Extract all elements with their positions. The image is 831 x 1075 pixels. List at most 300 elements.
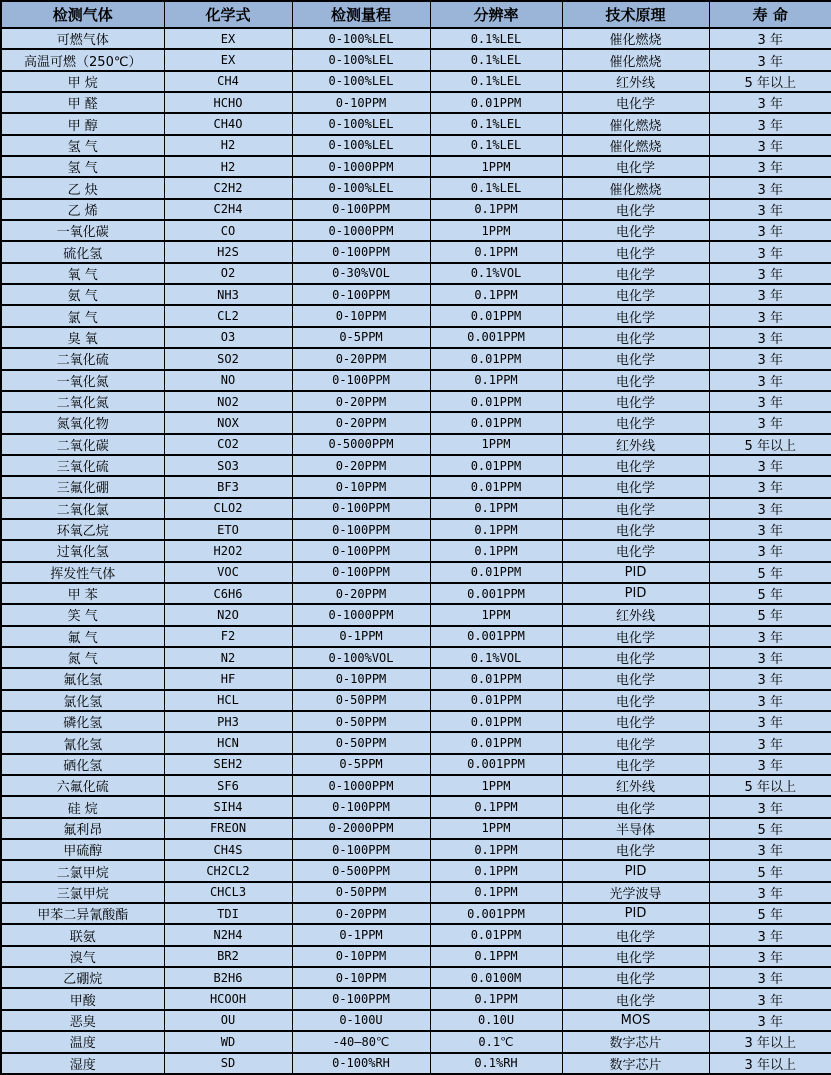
cell-principle: 电化学 [562, 412, 709, 433]
table-row [1, 1031, 831, 1052]
cell-gas: 氯化氢 [1, 690, 164, 711]
column-header-resolution: 分辨率 [430, 1, 562, 28]
cell-gas: 温度 [1, 1031, 164, 1052]
cell-life: 3 年 [709, 647, 831, 668]
cell-gas: 笑 气 [1, 604, 164, 625]
cell-life: 5 年 [709, 583, 831, 604]
cell-range: 0-500PPM [292, 860, 430, 881]
cell-formula: CO [164, 220, 292, 241]
cell-resolution: 0.01PPM [430, 391, 562, 412]
cell-formula: O3 [164, 327, 292, 348]
cell-range: 0-10PPM [292, 967, 430, 988]
table-row [1, 604, 831, 625]
cell-gas: 乙 烯 [1, 199, 164, 220]
cell-gas: 氧 气 [1, 263, 164, 284]
cell-gas: 过氧化氢 [1, 540, 164, 561]
cell-gas: 甲 烷 [1, 71, 164, 92]
cell-formula: C2H4 [164, 199, 292, 220]
cell-resolution: 0.01PPM [430, 348, 562, 369]
table-row [1, 28, 831, 49]
cell-formula: HCOOH [164, 988, 292, 1009]
cell-range: 0-1000PPM [292, 775, 430, 796]
cell-principle: 电化学 [562, 519, 709, 540]
cell-life: 3 年 [709, 49, 831, 70]
table-row [1, 92, 831, 113]
cell-life: 3 年 [709, 626, 831, 647]
cell-gas: 二氧化碳 [1, 434, 164, 455]
cell-gas: 氮 气 [1, 647, 164, 668]
cell-range: 0-10PPM [292, 946, 430, 967]
cell-formula: SF6 [164, 775, 292, 796]
cell-formula: H2 [164, 156, 292, 177]
table-row [1, 519, 831, 540]
table-row [1, 1053, 831, 1075]
cell-formula: HCL [164, 690, 292, 711]
table-row [1, 370, 831, 391]
cell-range: 0-5PPM [292, 754, 430, 775]
cell-principle: 电化学 [562, 263, 709, 284]
cell-range: 0-20PPM [292, 583, 430, 604]
cell-principle: 数字芯片 [562, 1053, 709, 1075]
cell-gas: 甲苯二异氰酸酯 [1, 903, 164, 924]
cell-range: 0-100%LEL [292, 71, 430, 92]
cell-principle: 数字芯片 [562, 1031, 709, 1052]
table-row [1, 711, 831, 732]
cell-principle: 红外线 [562, 71, 709, 92]
column-header-lifespan: 寿 命 [709, 1, 831, 28]
cell-gas: 氟化氢 [1, 668, 164, 689]
table-row [1, 177, 831, 198]
cell-resolution: 0.1%VOL [430, 263, 562, 284]
cell-formula: CH4O [164, 113, 292, 134]
table-row [1, 1010, 831, 1031]
cell-range: 0-30%VOL [292, 263, 430, 284]
cell-principle: 红外线 [562, 604, 709, 625]
cell-range: 0-100%LEL [292, 28, 430, 49]
cell-formula: HF [164, 668, 292, 689]
table-row [1, 668, 831, 689]
cell-life: 3 年 [709, 540, 831, 561]
cell-range: 0-20PPM [292, 455, 430, 476]
cell-formula: EX [164, 49, 292, 70]
cell-life: 3 年 [709, 412, 831, 433]
cell-gas: 甲 醇 [1, 113, 164, 134]
cell-resolution: 0.01PPM [430, 305, 562, 326]
cell-resolution: 0.01PPM [430, 476, 562, 497]
table-row [1, 199, 831, 220]
cell-gas: 三氧化硫 [1, 455, 164, 476]
cell-formula: H2S [164, 241, 292, 262]
cell-principle: 电化学 [562, 348, 709, 369]
cell-life: 3 年 [709, 946, 831, 967]
cell-gas: 一氧化氮 [1, 370, 164, 391]
table-row [1, 796, 831, 817]
cell-principle: MOS [562, 1010, 709, 1031]
cell-principle: 红外线 [562, 434, 709, 455]
cell-range: 0-1000PPM [292, 604, 430, 625]
cell-gas: 甲酸 [1, 988, 164, 1009]
cell-principle: 电化学 [562, 690, 709, 711]
cell-resolution: 0.1PPM [430, 839, 562, 860]
cell-gas: 氯 气 [1, 305, 164, 326]
cell-gas: 乙硼烷 [1, 967, 164, 988]
cell-principle: PID [562, 562, 709, 583]
table-row [1, 647, 831, 668]
table-row [1, 839, 831, 860]
cell-principle: 电化学 [562, 476, 709, 497]
cell-life: 3 年 [709, 711, 831, 732]
cell-gas: 磷化氢 [1, 711, 164, 732]
cell-resolution: 0.1PPM [430, 284, 562, 305]
table-row [1, 690, 831, 711]
cell-range: 0-20PPM [292, 391, 430, 412]
cell-formula: TDI [164, 903, 292, 924]
cell-gas: 臭 氧 [1, 327, 164, 348]
cell-gas: 氰化氢 [1, 732, 164, 753]
cell-range: 0-100PPM [292, 839, 430, 860]
cell-principle: 电化学 [562, 924, 709, 945]
cell-resolution: 0.1%LEL [430, 113, 562, 134]
cell-resolution: 0.1%VOL [430, 647, 562, 668]
cell-range: 0-100%LEL [292, 49, 430, 70]
cell-resolution: 0.1PPM [430, 796, 562, 817]
cell-formula: F2 [164, 626, 292, 647]
cell-resolution: 0.01PPM [430, 711, 562, 732]
cell-principle: 电化学 [562, 754, 709, 775]
cell-life: 3 年 [709, 241, 831, 262]
cell-formula: NO [164, 370, 292, 391]
cell-life: 5 年 [709, 604, 831, 625]
cell-life: 5 年以上 [709, 71, 831, 92]
cell-formula: CL2 [164, 305, 292, 326]
cell-formula: NO2 [164, 391, 292, 412]
cell-formula: CHCL3 [164, 882, 292, 903]
cell-range: 0-100PPM [292, 284, 430, 305]
table-row [1, 732, 831, 753]
cell-principle: 半导体 [562, 818, 709, 839]
cell-range: 0-100PPM [292, 241, 430, 262]
table-row [1, 946, 831, 967]
cell-life: 3 年 [709, 839, 831, 860]
cell-life: 5 年 [709, 903, 831, 924]
cell-formula: SD [164, 1053, 292, 1075]
cell-resolution: 0.1%RH [430, 1053, 562, 1075]
cell-formula: CLO2 [164, 498, 292, 519]
cell-range: 0-100PPM [292, 562, 430, 583]
cell-life: 3 年 [709, 476, 831, 497]
cell-principle: 催化燃烧 [562, 28, 709, 49]
cell-formula: BR2 [164, 946, 292, 967]
header-row [1, 1, 831, 28]
cell-gas: 一氧化碳 [1, 220, 164, 241]
cell-principle: 电化学 [562, 647, 709, 668]
cell-formula: H2 [164, 135, 292, 156]
cell-gas: 甲硫醇 [1, 839, 164, 860]
table-row [1, 49, 831, 70]
cell-gas: 氢 气 [1, 156, 164, 177]
table-row [1, 988, 831, 1009]
cell-range: 0-50PPM [292, 690, 430, 711]
cell-life: 3 年 [709, 220, 831, 241]
cell-resolution: 1PPM [430, 818, 562, 839]
cell-formula: CO2 [164, 434, 292, 455]
cell-life: 5 年以上 [709, 434, 831, 455]
cell-principle: 催化燃烧 [562, 177, 709, 198]
cell-life: 3 年 [709, 370, 831, 391]
table-row [1, 156, 831, 177]
cell-life: 3 年 [709, 284, 831, 305]
cell-formula: H2O2 [164, 540, 292, 561]
cell-principle: PID [562, 583, 709, 604]
table-row [1, 626, 831, 647]
cell-resolution: 0.1PPM [430, 519, 562, 540]
cell-resolution: 0.1%LEL [430, 71, 562, 92]
table-row [1, 562, 831, 583]
cell-range: 0-100%LEL [292, 113, 430, 134]
cell-formula: CH4S [164, 839, 292, 860]
cell-range: 0-100%VOL [292, 647, 430, 668]
table-row [1, 498, 831, 519]
cell-life: 3 年 [709, 92, 831, 113]
table-row [1, 348, 831, 369]
table-row [1, 241, 831, 262]
table-row [1, 476, 831, 497]
cell-principle: 电化学 [562, 732, 709, 753]
cell-range: 0-10PPM [292, 668, 430, 689]
cell-formula: O2 [164, 263, 292, 284]
cell-life: 3 年 [709, 732, 831, 753]
cell-life: 3 年以上 [709, 1053, 831, 1075]
cell-gas: 恶臭 [1, 1010, 164, 1031]
cell-range: 0-100%LEL [292, 177, 430, 198]
cell-range: 0-2000PPM [292, 818, 430, 839]
cell-resolution: 0.01PPM [430, 690, 562, 711]
cell-principle: 电化学 [562, 199, 709, 220]
cell-gas: 硅 烷 [1, 796, 164, 817]
cell-resolution: 0.01PPM [430, 92, 562, 113]
cell-principle: 电化学 [562, 370, 709, 391]
cell-principle: 电化学 [562, 156, 709, 177]
cell-formula: EX [164, 28, 292, 49]
cell-range: 0-10PPM [292, 92, 430, 113]
cell-principle: 电化学 [562, 284, 709, 305]
cell-range: 0-10PPM [292, 476, 430, 497]
cell-life: 3 年 [709, 796, 831, 817]
cell-gas: 可燃气体 [1, 28, 164, 49]
cell-range: 0-20PPM [292, 348, 430, 369]
cell-principle: 电化学 [562, 327, 709, 348]
table-row [1, 327, 831, 348]
cell-range: 0-100PPM [292, 988, 430, 1009]
cell-gas: 三氟化硼 [1, 476, 164, 497]
cell-range: 0-1000PPM [292, 156, 430, 177]
cell-life: 3 年 [709, 455, 831, 476]
cell-resolution: 1PPM [430, 775, 562, 796]
cell-resolution: 0.1℃ [430, 1031, 562, 1052]
cell-life: 3 年 [709, 690, 831, 711]
table-row [1, 135, 831, 156]
cell-range: 0-50PPM [292, 882, 430, 903]
cell-principle: 电化学 [562, 967, 709, 988]
cell-formula: SIH4 [164, 796, 292, 817]
cell-range: 0-1000PPM [292, 220, 430, 241]
cell-gas: 氟利昂 [1, 818, 164, 839]
cell-principle: 电化学 [562, 626, 709, 647]
cell-gas: 硫化氢 [1, 241, 164, 262]
table-row [1, 71, 831, 92]
cell-gas: 乙 炔 [1, 177, 164, 198]
cell-formula: SEH2 [164, 754, 292, 775]
cell-life: 5 年 [709, 860, 831, 881]
cell-principle: 催化燃烧 [562, 113, 709, 134]
cell-life: 3 年 [709, 967, 831, 988]
cell-life: 3 年 [709, 1010, 831, 1031]
cell-range: 0-5PPM [292, 327, 430, 348]
cell-formula: SO2 [164, 348, 292, 369]
cell-resolution: 1PPM [430, 604, 562, 625]
cell-principle: 电化学 [562, 668, 709, 689]
cell-formula: B2H6 [164, 967, 292, 988]
cell-principle: 电化学 [562, 498, 709, 519]
table-row [1, 113, 831, 134]
cell-life: 3 年 [709, 391, 831, 412]
cell-gas: 甲 苯 [1, 583, 164, 604]
cell-formula: N2 [164, 647, 292, 668]
cell-resolution: 1PPM [430, 156, 562, 177]
cell-life: 3 年 [709, 327, 831, 348]
cell-gas: 六氟化硫 [1, 775, 164, 796]
cell-life: 3 年 [709, 668, 831, 689]
cell-life: 3 年 [709, 882, 831, 903]
cell-resolution: 0.01PPM [430, 562, 562, 583]
cell-formula: BF3 [164, 476, 292, 497]
table-header [1, 1, 831, 28]
cell-formula: PH3 [164, 711, 292, 732]
cell-resolution: 0.1PPM [430, 988, 562, 1009]
cell-principle: PID [562, 860, 709, 881]
cell-gas: 甲 醛 [1, 92, 164, 113]
table-row [1, 818, 831, 839]
cell-gas: 氟 气 [1, 626, 164, 647]
cell-life: 3 年 [709, 113, 831, 134]
cell-resolution: 0.1PPM [430, 882, 562, 903]
cell-resolution: 0.001PPM [430, 583, 562, 604]
cell-principle: 催化燃烧 [562, 49, 709, 70]
cell-formula: CH2CL2 [164, 860, 292, 881]
cell-resolution: 0.001PPM [430, 626, 562, 647]
cell-formula: HCHO [164, 92, 292, 113]
table-row [1, 455, 831, 476]
cell-life: 3 年 [709, 924, 831, 945]
table-row [1, 967, 831, 988]
cell-gas: 氮氧化物 [1, 412, 164, 433]
cell-gas: 三氯甲烷 [1, 882, 164, 903]
cell-life: 5 年以上 [709, 775, 831, 796]
cell-resolution: 0.001PPM [430, 754, 562, 775]
table-row [1, 434, 831, 455]
column-header-principle: 技术原理 [562, 1, 709, 28]
table-row [1, 305, 831, 326]
cell-range: 0-100%RH [292, 1053, 430, 1075]
cell-life: 3 年 [709, 135, 831, 156]
cell-range: 0-50PPM [292, 732, 430, 753]
table-row [1, 860, 831, 881]
cell-resolution: 1PPM [430, 434, 562, 455]
cell-life: 3 年 [709, 754, 831, 775]
cell-gas: 环氧乙烷 [1, 519, 164, 540]
table-row [1, 583, 831, 604]
cell-resolution: 0.1PPM [430, 540, 562, 561]
cell-life: 3 年 [709, 263, 831, 284]
cell-principle: 电化学 [562, 305, 709, 326]
cell-principle: 电化学 [562, 220, 709, 241]
cell-range: -40—80℃ [292, 1031, 430, 1052]
cell-resolution: 0.1%LEL [430, 135, 562, 156]
cell-formula: C2H2 [164, 177, 292, 198]
cell-range: 0-100%LEL [292, 135, 430, 156]
cell-life: 3 年 [709, 28, 831, 49]
cell-range: 0-5000PPM [292, 434, 430, 455]
cell-gas: 二氧化硫 [1, 348, 164, 369]
table-row [1, 754, 831, 775]
cell-resolution: 0.1PPM [430, 860, 562, 881]
column-header-gas: 检测气体 [1, 1, 164, 28]
cell-range: 0-100PPM [292, 540, 430, 561]
table-row [1, 284, 831, 305]
cell-life: 3 年 [709, 199, 831, 220]
cell-principle: 电化学 [562, 796, 709, 817]
cell-resolution: 0.0100M [430, 967, 562, 988]
cell-resolution: 0.001PPM [430, 903, 562, 924]
cell-gas: 高温可燃（250℃） [1, 49, 164, 70]
cell-life: 5 年 [709, 562, 831, 583]
cell-range: 0-100PPM [292, 519, 430, 540]
cell-formula: OU [164, 1010, 292, 1031]
cell-resolution: 0.01PPM [430, 924, 562, 945]
table-row [1, 903, 831, 924]
cell-resolution: 0.1PPM [430, 370, 562, 391]
cell-resolution: 0.01PPM [430, 732, 562, 753]
cell-principle: 电化学 [562, 946, 709, 967]
cell-formula: ETO [164, 519, 292, 540]
table-row [1, 220, 831, 241]
cell-principle: 电化学 [562, 92, 709, 113]
cell-resolution: 0.001PPM [430, 327, 562, 348]
cell-principle: 光学波导 [562, 882, 709, 903]
cell-principle: 电化学 [562, 711, 709, 732]
cell-principle: PID [562, 903, 709, 924]
cell-resolution: 0.01PPM [430, 455, 562, 476]
cell-gas: 二氯甲烷 [1, 860, 164, 881]
cell-gas: 二氧化氯 [1, 498, 164, 519]
cell-life: 3 年以上 [709, 1031, 831, 1052]
cell-resolution: 0.01PPM [430, 668, 562, 689]
table-row [1, 412, 831, 433]
table-row [1, 263, 831, 284]
cell-resolution: 0.1PPM [430, 498, 562, 519]
cell-formula: SO3 [164, 455, 292, 476]
cell-range: 0-100U [292, 1010, 430, 1031]
cell-formula: WD [164, 1031, 292, 1052]
cell-formula: HCN [164, 732, 292, 753]
cell-range: 0-20PPM [292, 903, 430, 924]
table-row [1, 775, 831, 796]
cell-resolution: 0.01PPM [430, 412, 562, 433]
table-row [1, 882, 831, 903]
cell-resolution: 0.1PPM [430, 241, 562, 262]
cell-gas: 氨 气 [1, 284, 164, 305]
cell-resolution: 0.1%LEL [430, 177, 562, 198]
